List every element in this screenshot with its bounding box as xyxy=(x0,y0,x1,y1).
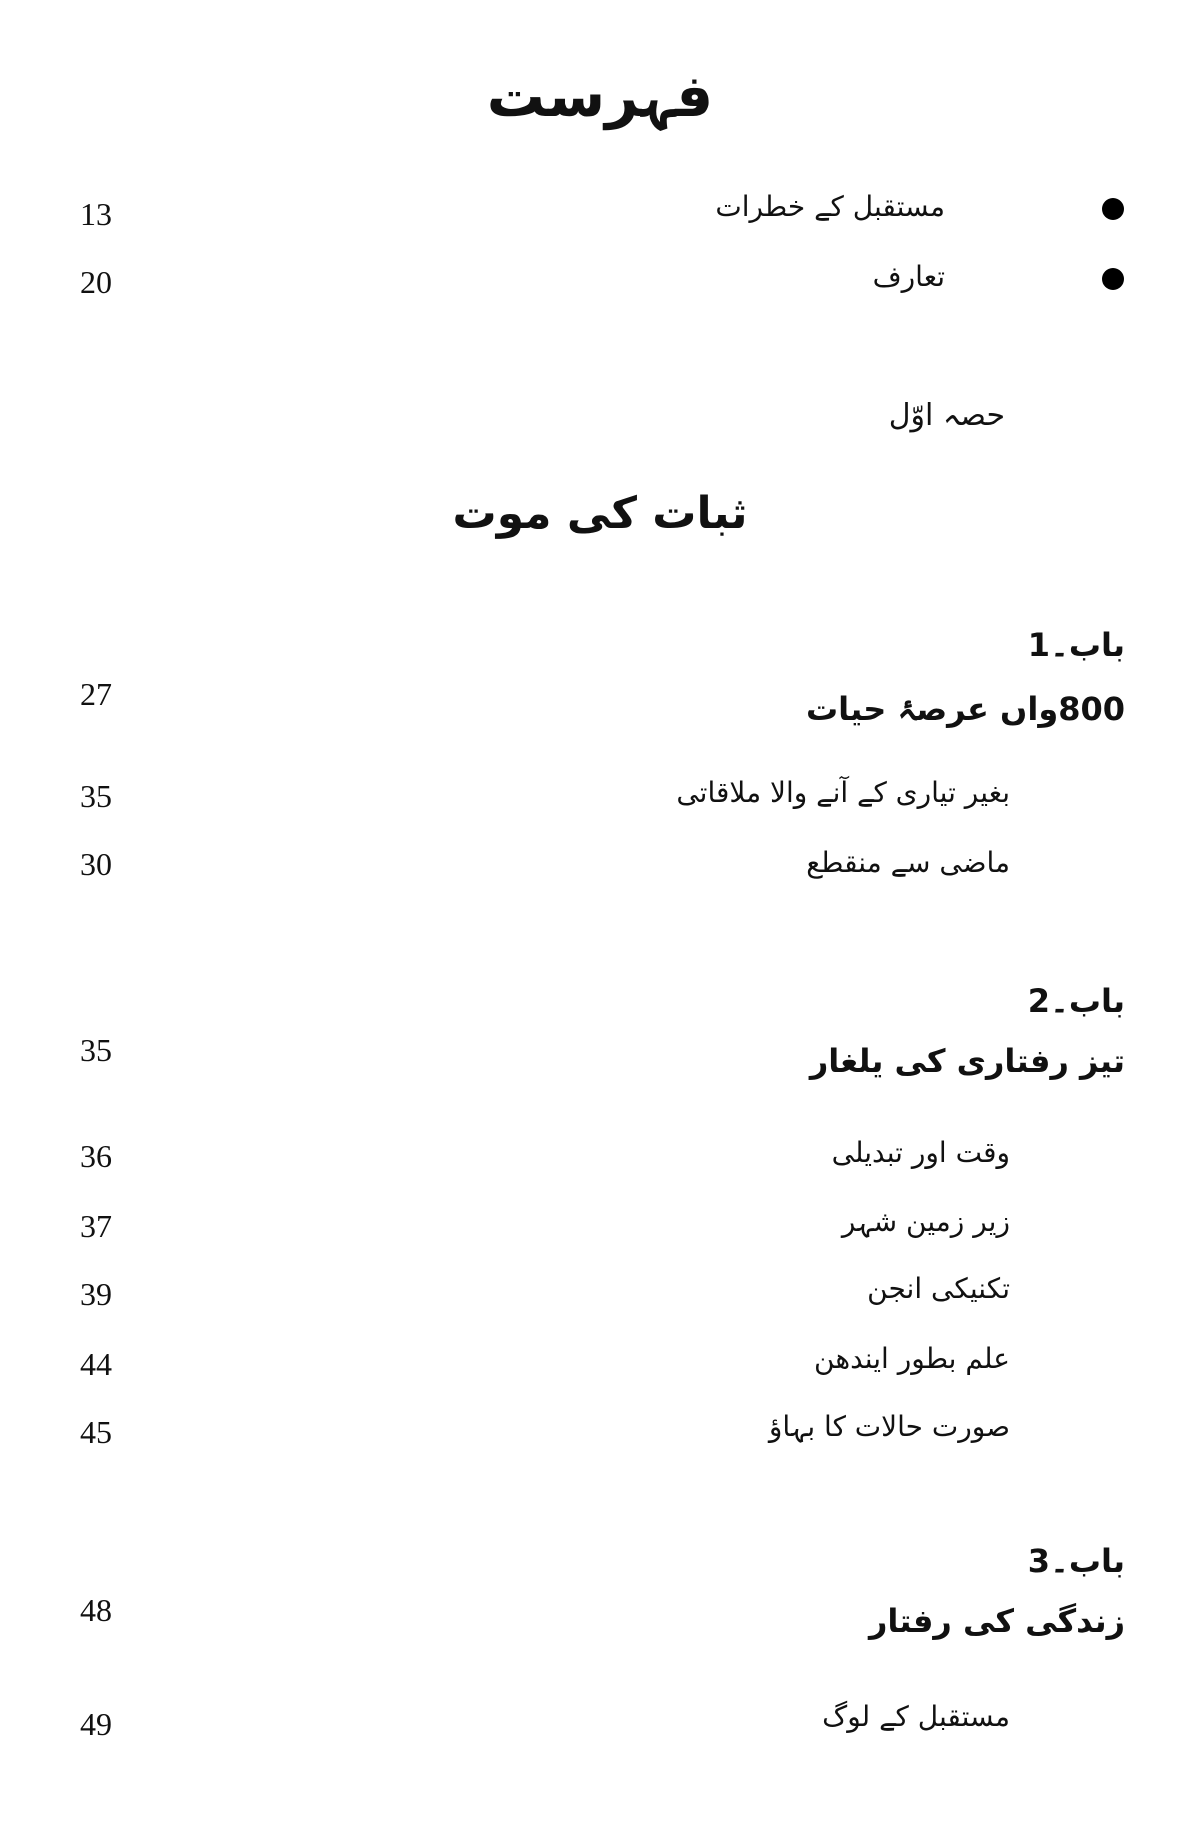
chapter-label: باب۔3 xyxy=(1027,1542,1125,1580)
section-page: 49 xyxy=(80,1706,112,1742)
part-label: حصہ اوّل xyxy=(888,398,1005,433)
toc-item-page: 13 xyxy=(80,196,112,232)
section-page: 39 xyxy=(80,1276,112,1312)
section-page: 36 xyxy=(80,1138,112,1174)
section-label[interactable]: علم بطور ایندھن xyxy=(814,1342,1010,1375)
section-label[interactable]: زیر زمین شہر xyxy=(841,1205,1010,1238)
part-title: ثبات کی موت xyxy=(452,488,748,539)
chapter-title[interactable]: 800واں عرصۂ حیات xyxy=(806,690,1125,728)
chapter-title[interactable]: تیز رفتاری کی یلغار xyxy=(809,1042,1125,1080)
section-label[interactable]: ماضی سے منقطع xyxy=(806,846,1010,879)
chapter-page: 35 xyxy=(80,1032,112,1068)
bullet-icon xyxy=(1102,198,1124,220)
section-page: 37 xyxy=(80,1208,112,1244)
section-label[interactable]: بغیر تیاری کے آنے والا ملاقاتی xyxy=(676,776,1010,809)
bullet-icon xyxy=(1102,268,1124,290)
chapter-page: 27 xyxy=(80,676,112,712)
section-label[interactable]: مستقبل کے لوگ xyxy=(822,1700,1010,1733)
chapter-title[interactable]: زندگی کی رفتار xyxy=(868,1602,1125,1640)
section-page: 35 xyxy=(80,778,112,814)
section-label[interactable]: تکنیکی انجن xyxy=(867,1272,1010,1305)
toc-item-label[interactable]: مستقبل کے خطرات xyxy=(715,190,945,223)
page-title: فہرست xyxy=(486,62,714,130)
chapter-label: باب۔2 xyxy=(1027,982,1125,1020)
chapter-label: باب۔1 xyxy=(1027,626,1125,664)
section-label[interactable]: وقت اور تبدیلی xyxy=(831,1136,1010,1169)
toc-item-label[interactable]: تعارف xyxy=(872,260,945,293)
section-page: 45 xyxy=(80,1414,112,1450)
toc-item-page: 20 xyxy=(80,264,112,300)
section-page: 44 xyxy=(80,1346,112,1382)
section-label[interactable]: صورت حالات کا بہاؤ xyxy=(768,1410,1010,1443)
section-page: 30 xyxy=(80,846,112,882)
chapter-page: 48 xyxy=(80,1592,112,1628)
